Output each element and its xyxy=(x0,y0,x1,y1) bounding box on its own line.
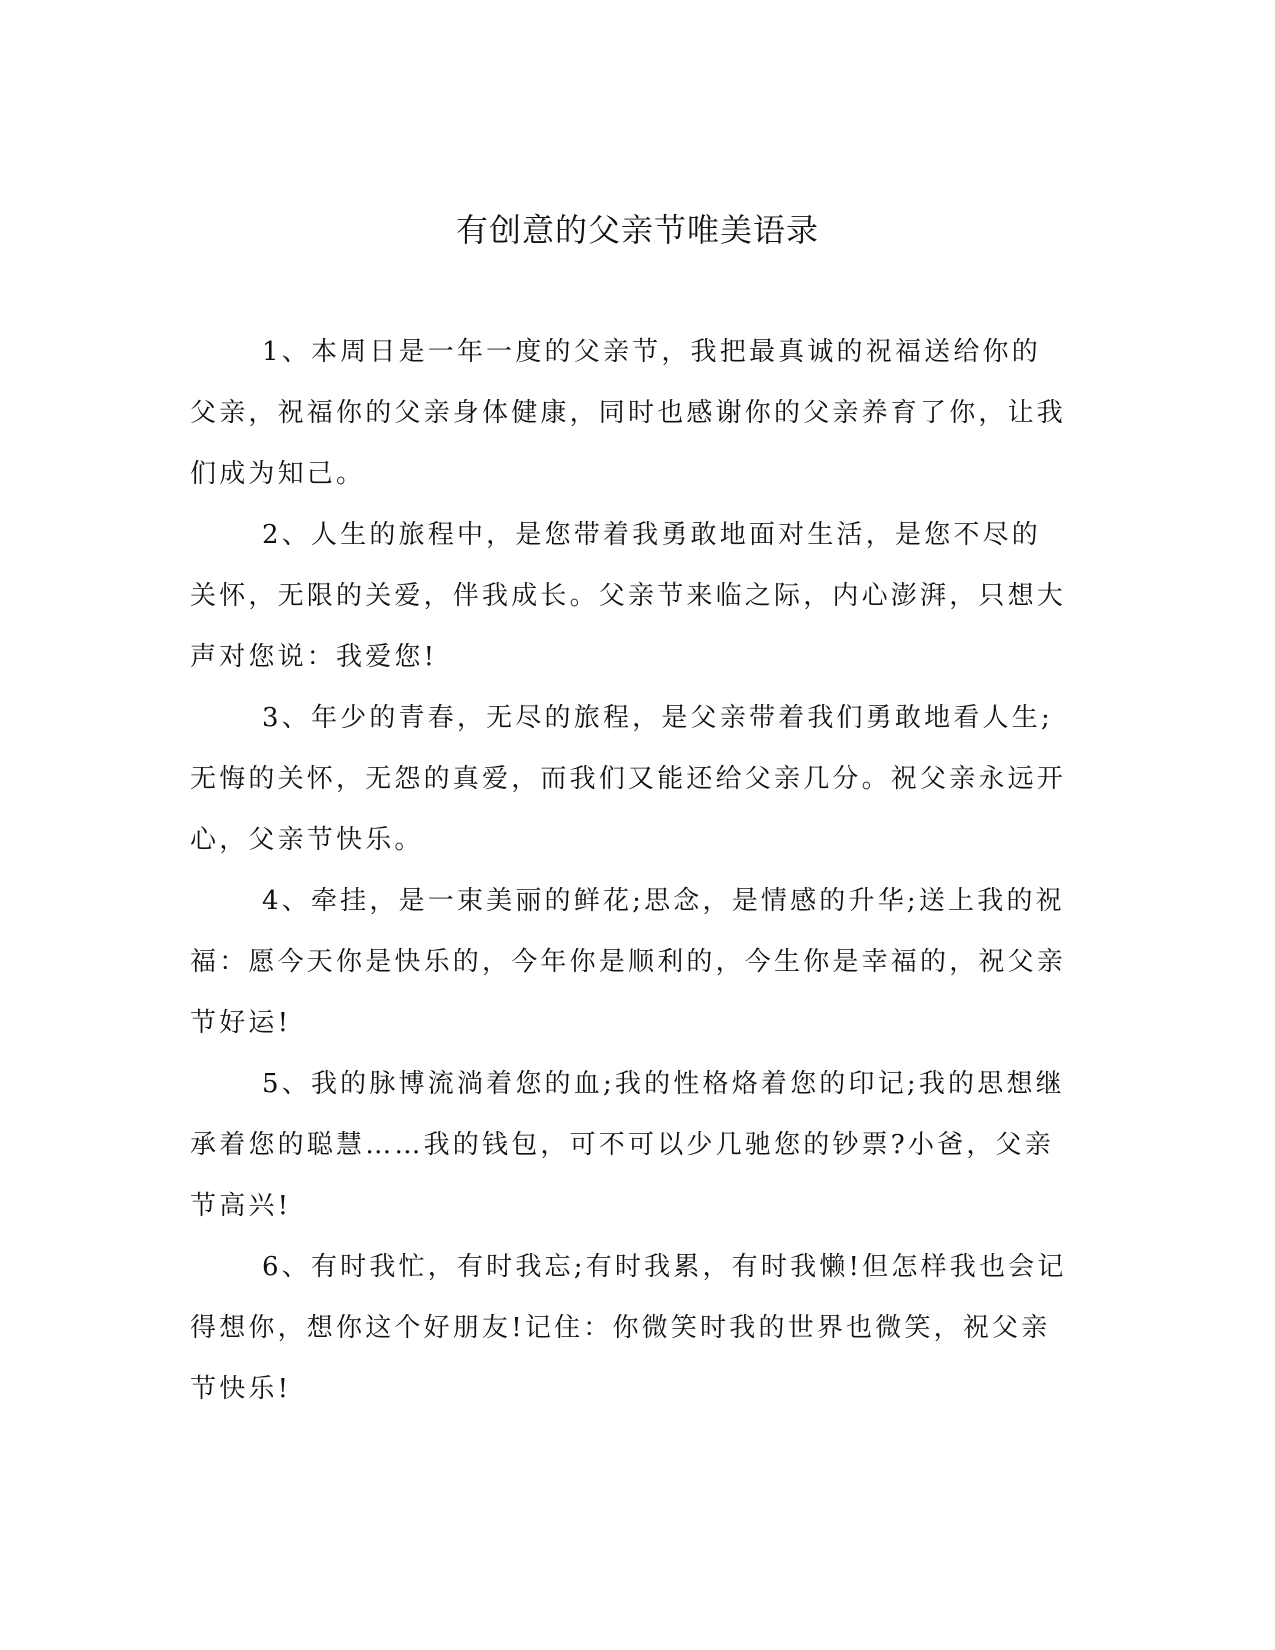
paragraph-6: 6、有时我忙，有时我忘;有时我累，有时我懒!但怎样我也会记得想你，想你这个好朋友!记住：你微笑时我的世界也微笑，祝父亲节快乐! xyxy=(190,1252,1067,1404)
paragraph-4: 4、牵挂，是一束美丽的鲜花;思念，是情感的升华;送上我的祝福：愿今天你是快乐的，今年你是顺利的，今生你是幸福的，祝父亲节好运! xyxy=(190,886,1067,1038)
page-title: 有创意的父亲节唯美语录 xyxy=(455,211,819,249)
paragraph-1: 1、本周日是一年一度的父亲节，我把最真诚的祝福送给你的父亲，祝福你的父亲身体健康，同时也感谢你的父亲养育了你，让我们成为知己。 xyxy=(190,337,1067,489)
paragraph-3: 3、年少的青春，无尽的旅程，是父亲带着我们勇敢地看人生;无悔的关怀，无怨的真爱，而我们又能还给父亲几分。祝父亲永远开心，父亲节快乐。 xyxy=(190,703,1067,855)
document-body xyxy=(190,322,1070,1420)
paragraph-2: 2、人生的旅程中，是您带着我勇敢地面对生活，是您不尽的关怀，无限的关爱，伴我成长。父亲节来临之际，内心澎湃，只想大声对您说：我爱您! xyxy=(190,520,1067,672)
paragraph-5: 5、我的脉博流淌着您的血;我的性格烙着您的印记;我的思想继承着您的聪慧……我的钱包，可不可以少几驰您的钞票?小爸，父亲节高兴! xyxy=(190,1069,1065,1221)
